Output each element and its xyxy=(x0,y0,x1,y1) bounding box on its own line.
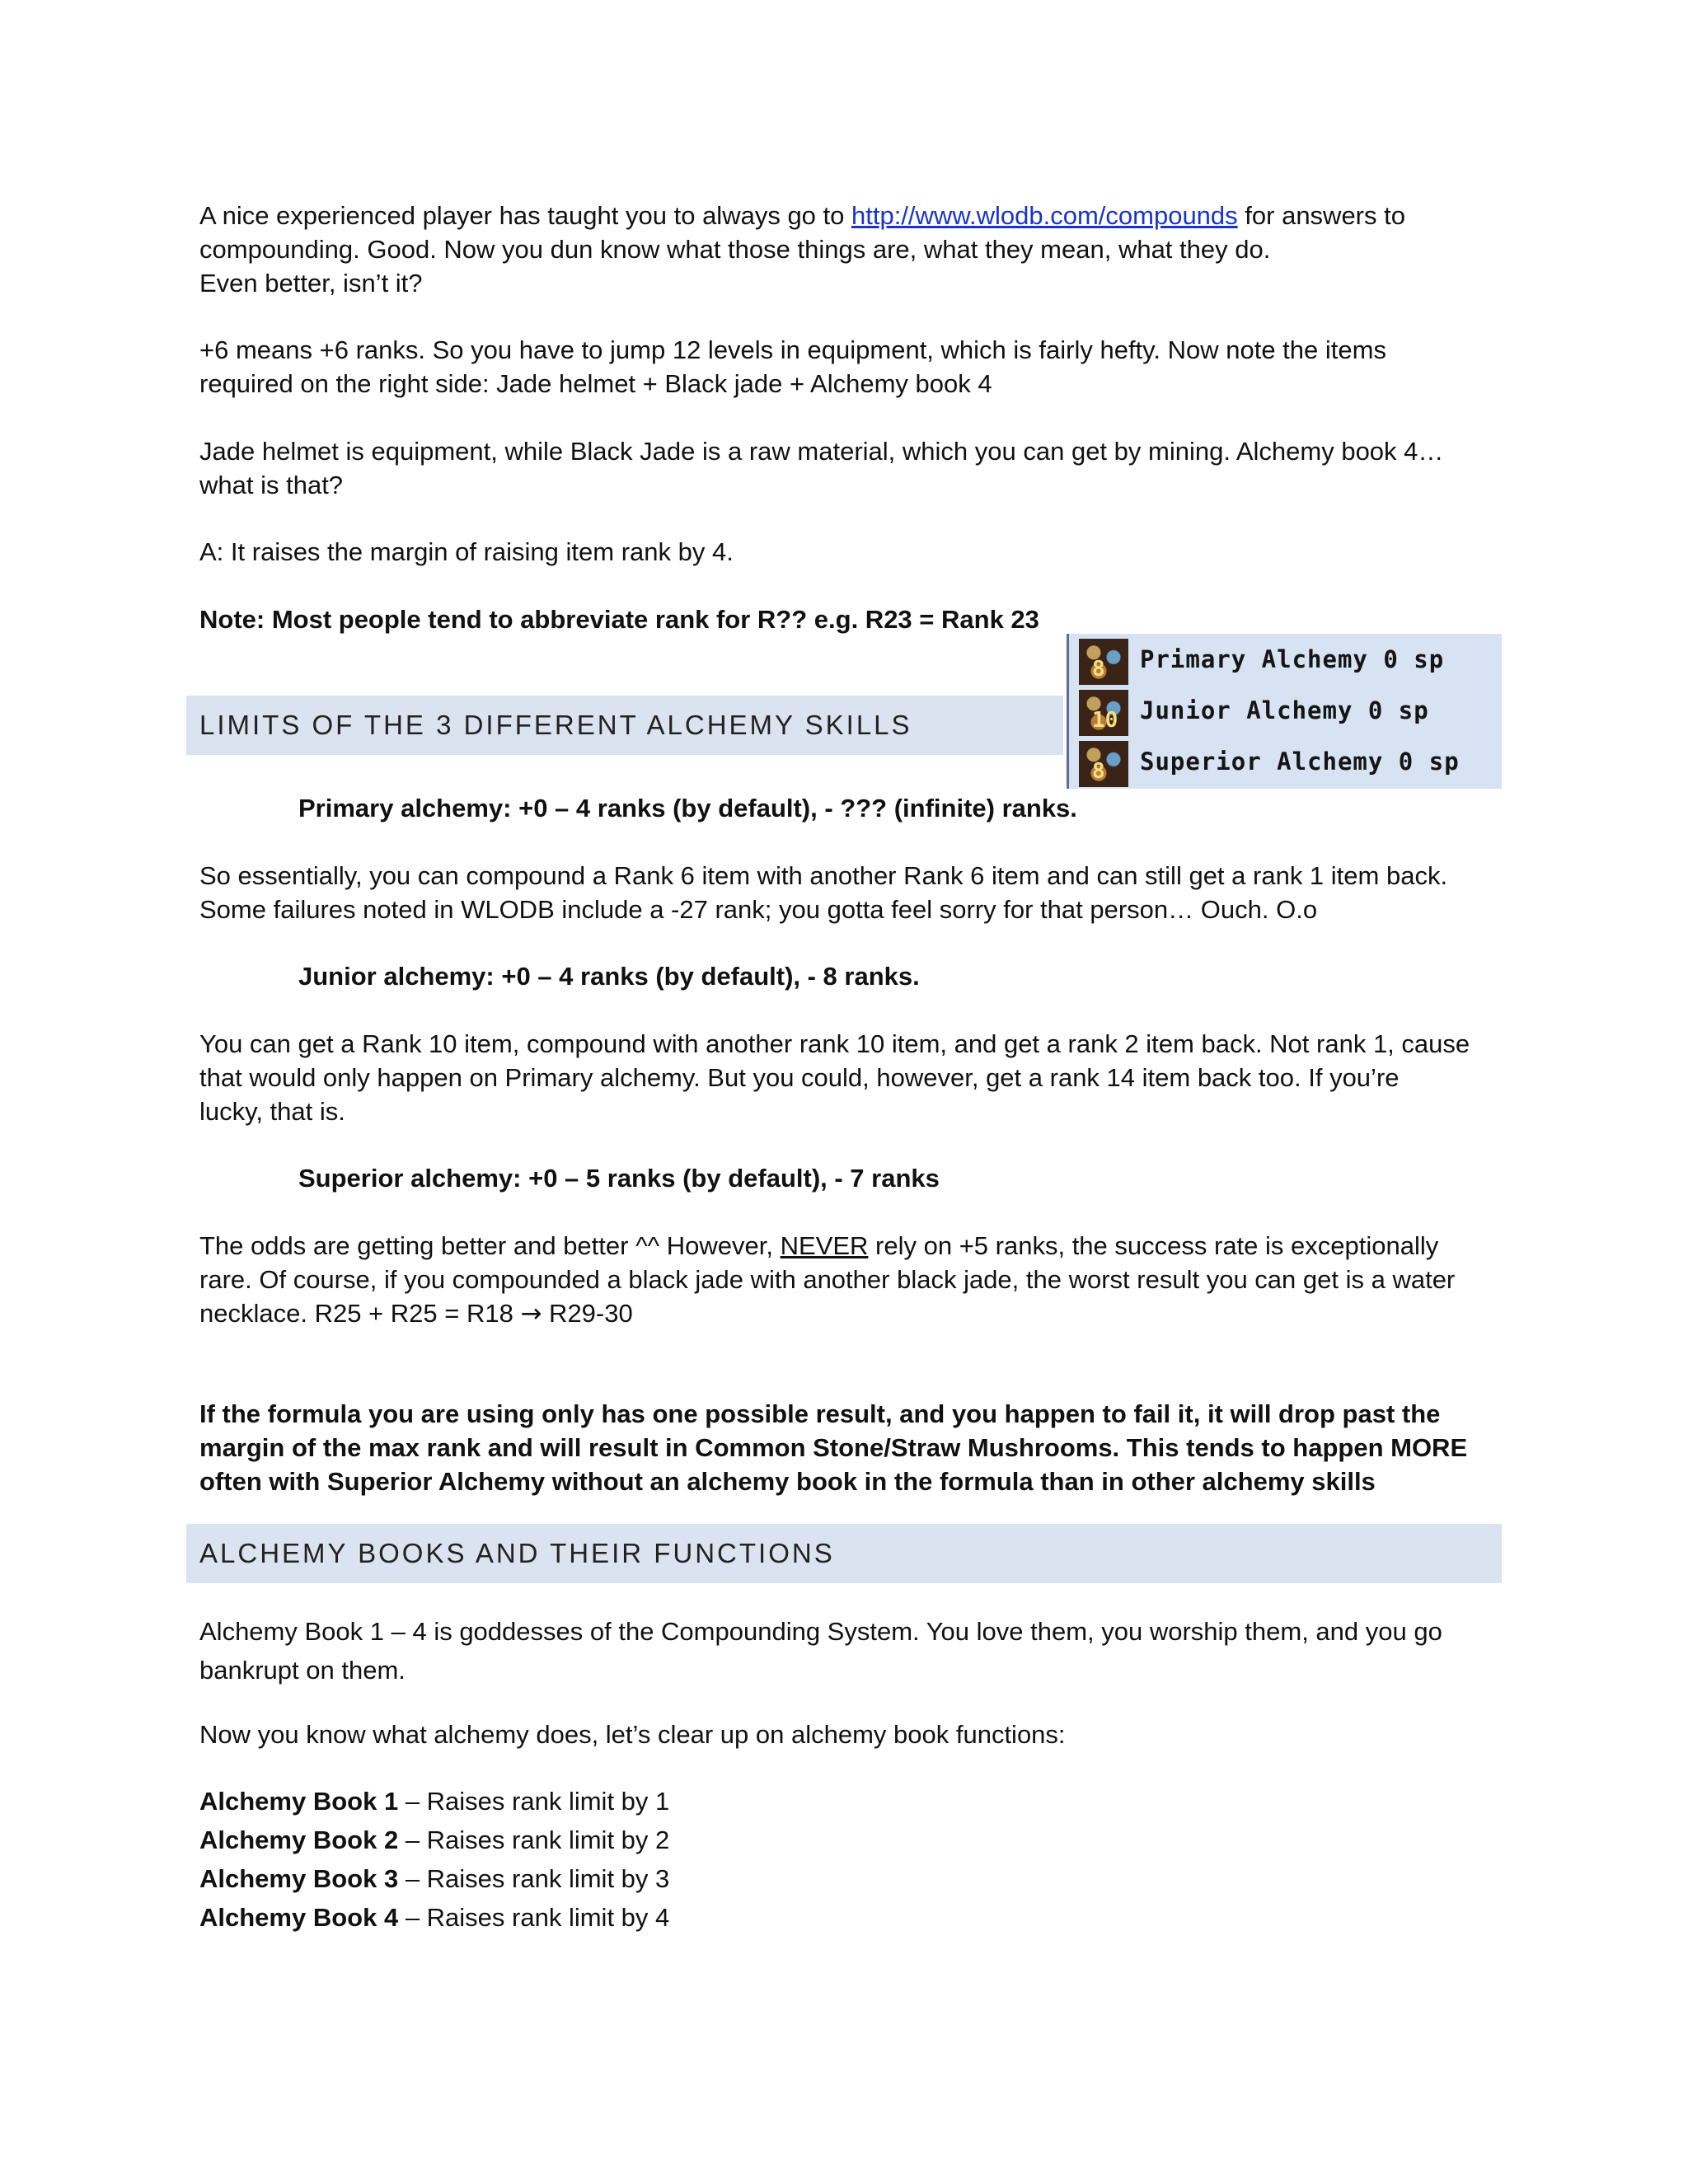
superior-alchemy-title: Superior alchemy: +0 – 5 ranks (by default), - 7 ranks xyxy=(298,1164,940,1193)
superior-text: necklace. R25 + R25 = R18 xyxy=(199,1299,521,1328)
alchemy-skill-icon xyxy=(1079,690,1128,736)
superior-text: The odds are getting better and better ^^ However, xyxy=(199,1231,781,1260)
alchemy-skill-icon xyxy=(1079,639,1128,685)
primary-line-1: So essentially, you can compound a Rank 6 item with another Rank 6 item and can still get a rank 1 item back. xyxy=(199,861,1448,890)
skill-row-superior xyxy=(1069,738,1504,787)
ranks-line-2: required on the right side: Jade helmet + Black jade + Alchemy book 4 xyxy=(199,369,992,398)
alchemy-skills-panel xyxy=(1067,634,1502,789)
book-desc: – Raises rank limit by 3 xyxy=(398,1864,670,1893)
junior-paragraph xyxy=(199,1027,1502,1128)
skill-level-number: 10 xyxy=(1092,708,1118,733)
superior-line-1 xyxy=(199,1229,1502,1263)
list-item xyxy=(199,1898,669,1937)
jade-line-1: Jade helmet is equipment, while Black Jade is a raw material, which you can get by mining. Alchemy book 4… xyxy=(199,437,1444,466)
primary-alchemy-title: Primary alchemy: +0 – 4 ranks (by default), - ??? (infinite) ranks. xyxy=(298,794,1077,823)
intro-line-3: Even better, isn’t it? xyxy=(199,269,423,298)
superior-line-3 xyxy=(199,1296,1502,1331)
warning-paragraph xyxy=(199,1397,1502,1498)
jade-line-2: what is that? xyxy=(199,471,344,499)
intro-paragraph xyxy=(199,199,1502,300)
books-lead-paragraph xyxy=(199,1718,1502,1751)
skill-label: Primary Alchemy 0 sp xyxy=(1140,645,1445,673)
skill-level-number: 8 xyxy=(1092,759,1105,784)
never-emphasis: NEVER xyxy=(780,1231,869,1260)
primary-paragraph xyxy=(199,859,1502,926)
books-intro-line-1: Alchemy Book 1 – 4 is goddesses of the Compounding System. You love them, you worship them, and you go xyxy=(199,1617,1442,1646)
book-name: Alchemy Book 2 xyxy=(199,1825,399,1854)
list-item xyxy=(199,1821,669,1859)
junior-line-1: You can get a Rank 10 item, compound with another rank 10 item, and get a rank 2 item back. Not rank 1, cause xyxy=(199,1029,1470,1058)
book-desc: – Raises rank limit by 1 xyxy=(398,1787,670,1816)
answer-paragraph xyxy=(199,535,1502,569)
warning-line-2: margin of the max rank and will result in Common Stone/Straw Mushrooms. This tends to happen MORE xyxy=(199,1433,1468,1462)
list-item xyxy=(199,1782,669,1821)
intro-line-1 xyxy=(199,199,1502,232)
book-name: Alchemy Book 1 xyxy=(199,1787,399,1816)
primary-line-2: Some failures noted in WLODB include a -27 rank; you gotta feel sorry for that person… Ouch. O.o xyxy=(199,895,1318,924)
intro-text: A nice experienced player has taught you to always go to xyxy=(199,201,851,230)
superior-line-2: rare. Of course, if you compounded a black jade with another black jade, the worst result you can get is a water xyxy=(199,1265,1456,1294)
books-intro-line-2: bankrupt on them. xyxy=(199,1656,406,1685)
ranks-paragraph xyxy=(199,333,1502,401)
book-desc: – Raises rank limit by 2 xyxy=(398,1825,670,1854)
jade-paragraph xyxy=(199,434,1502,502)
answer-line: A: It raises the margin of raising item rank by 4. xyxy=(199,537,734,566)
superior-text: R29-30 xyxy=(542,1299,633,1328)
books-intro-paragraph xyxy=(199,1612,1502,1690)
books-lead-line: Now you know what alchemy does, let’s clear up on alchemy book functions: xyxy=(199,1720,1066,1749)
ranks-line-1: +6 means +6 ranks. So you have to jump 12 levels in equipment, which is fairly hefty. Now note the items xyxy=(199,335,1386,364)
skill-level-number: 8 xyxy=(1092,657,1105,682)
junior-line-3: lucky, that is. xyxy=(199,1097,345,1126)
book-desc: – Raises rank limit by 4 xyxy=(398,1903,670,1932)
book-name: Alchemy Book 4 xyxy=(199,1903,399,1932)
alchemy-skill-icon xyxy=(1079,741,1128,787)
skill-row-junior xyxy=(1069,687,1504,736)
warning-line-3: often with Superior Alchemy without an alchemy book in the formula than in other alchemy skills xyxy=(199,1467,1376,1496)
intro-text: for answers to xyxy=(1237,201,1405,230)
superior-paragraph xyxy=(199,1229,1502,1331)
note-line: Note: Most people tend to abbreviate rank for R?? e.g. R23 = Rank 23 xyxy=(199,605,1039,634)
section-heading-books: ALCHEMY BOOKS AND THEIR FUNCTIONS xyxy=(186,1524,1502,1583)
skill-row-primary xyxy=(1069,635,1504,685)
intro-line-2: compounding. Good. Now you dun know what those things are, what they mean, what they do. xyxy=(199,235,1271,264)
alchemy-books-list xyxy=(199,1782,669,1937)
skill-label: Junior Alchemy 0 sp xyxy=(1140,696,1429,724)
book-name: Alchemy Book 3 xyxy=(199,1864,399,1893)
section-heading-limits: LIMITS OF THE 3 DIFFERENT ALCHEMY SKILLS xyxy=(186,696,1063,755)
skill-label: Superior Alchemy 0 sp xyxy=(1140,748,1460,776)
junior-line-2: that would only happen on Primary alchemy. But you could, however, get a rank 14 item back too. If you’re xyxy=(199,1063,1400,1092)
superior-text: rely on +5 ranks, the success rate is exceptionally xyxy=(868,1231,1439,1260)
right-arrow-icon: → xyxy=(520,1299,542,1329)
list-item xyxy=(199,1859,669,1898)
warning-line-1: If the formula you are using only has one possible result, and you happen to fail it, it will drop past the xyxy=(199,1399,1441,1428)
wlodb-compounds-link[interactable]: http://www.wlodb.com/compounds xyxy=(851,201,1238,230)
junior-alchemy-title: Junior alchemy: +0 – 4 ranks (by default), - 8 ranks. xyxy=(298,962,920,991)
note-paragraph xyxy=(199,602,1502,636)
